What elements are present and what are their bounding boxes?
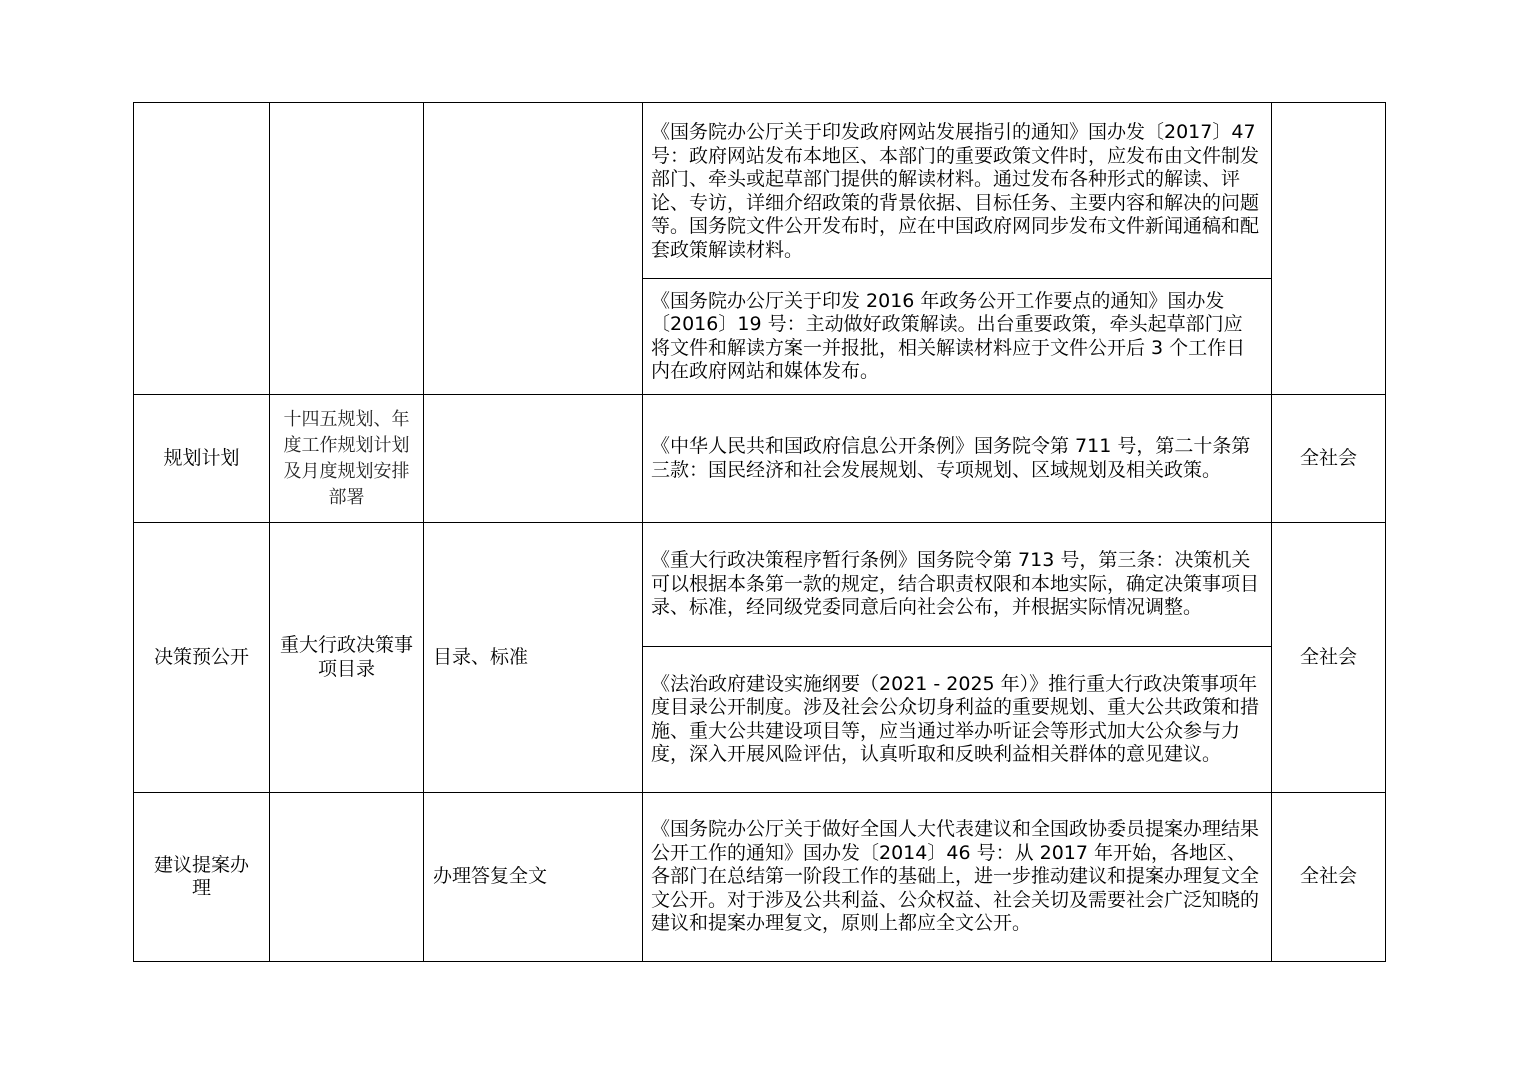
item-cell xyxy=(270,103,424,395)
table-row xyxy=(134,395,1386,523)
table-row xyxy=(134,103,1386,279)
category-cell: 建议提案办理 xyxy=(134,793,270,962)
basis-cell: 《国务院办公厅关于做好全国人大代表建议和全国政协委员提案办理结果公开工作的通知》国办发〔2014〕46 号：从 2017 年开始，各地区、各部门在总结第一阶段工作的基础上，进一步推动建议和提案办理复文全文公开。对于涉及公共利益、公众权益、社会关切及需要社会广泛知晓的建议和提案办理复文，原则上都应全文公开。 xyxy=(643,793,1272,962)
category-cell: 决策预公开 xyxy=(134,523,270,793)
category-cell xyxy=(134,103,270,395)
scope-cell xyxy=(1272,103,1386,395)
item-cell: 十四五规划、年度工作规划计划及月度规划安排部署 xyxy=(270,395,424,523)
basis-cell: 《重大行政决策程序暂行条例》国务院令第 713 号，第三条：决策机关可以根据本条第一款的规定，结合职责权限和本地实际，确定决策事项目录、标准，经同级党委同意后向社会公布，并根据实际情况调整。 xyxy=(643,523,1272,647)
category-cell: 规划计划 xyxy=(134,395,270,523)
basis-cell: 《国务院办公厅关于印发 2016 年政务公开工作要点的通知》国办发〔2016〕19 号：主动做好政策解读。出台重要政策，牵头起草部门应将文件和解读方案一并报批，相关解读材料应于文件公开后 3 个工作日内在政府网站和媒体发布。 xyxy=(643,279,1272,395)
basis-cell: 《中华人民共和国政府信息公开条例》国务院令第 711 号，第二十条第三款：国民经济和社会发展规划、专项规划、区域规划及相关政策。 xyxy=(643,395,1272,523)
scope-cell: 全社会 xyxy=(1272,395,1386,523)
item-cell xyxy=(270,793,424,962)
scope-cell: 全社会 xyxy=(1272,523,1386,793)
table-row xyxy=(134,793,1386,962)
basis-cell: 《国务院办公厅关于印发政府网站发展指引的通知》国办发〔2017〕47 号：政府网站发布本地区、本部门的重要政策文件时，应发布由文件制发部门、牵头或起草部门提供的解读材料。通过发布各种形式的解读、评论、专访，详细介绍政策的背景依据、目标任务、主要内容和解决的问题等。国务院文件公开发布时，应在中国政府网同步发布文件新闻通稿和配套政策解读材料。 xyxy=(643,103,1272,279)
item-cell: 重大行政决策事项目录 xyxy=(270,523,424,793)
table-row xyxy=(134,523,1386,647)
content-cell xyxy=(424,103,643,395)
content-cell: 办理答复全文 xyxy=(424,793,643,962)
basis-cell: 《法治政府建设实施纲要（2021 - 2025 年）》推行重大行政决策事项年度目录公开制度。涉及社会公众切身利益的重要规划、重大公共政策和措施、重大公共建设项目等，应当通过举办听证会等形式加大公众参与力度，深入开展风险评估，认真听取和反映利益相关群体的意见建议。 xyxy=(643,647,1272,793)
content-cell xyxy=(424,395,643,523)
disclosure-table xyxy=(133,102,1386,962)
scope-cell: 全社会 xyxy=(1272,793,1386,962)
content-cell: 目录、标准 xyxy=(424,523,643,793)
